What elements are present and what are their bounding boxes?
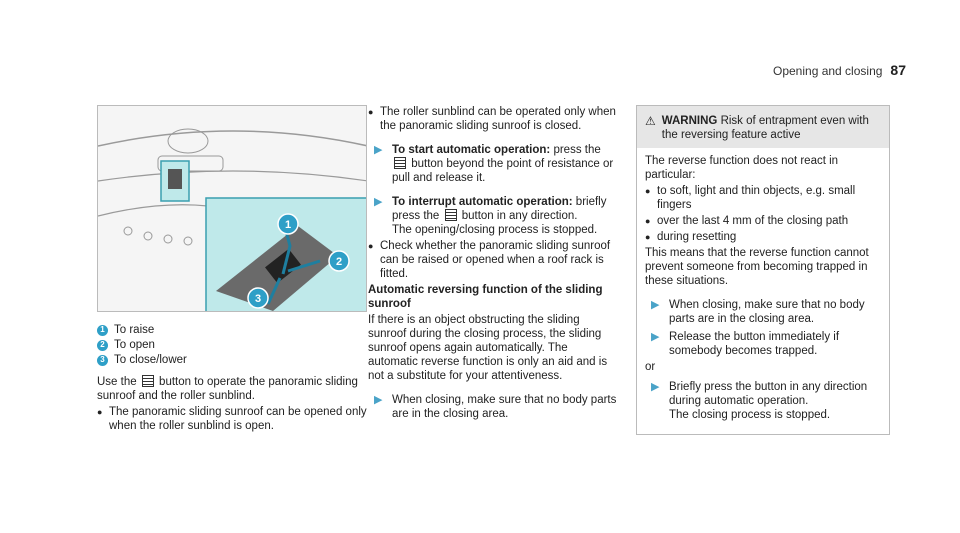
step-start-automatic: [368, 143, 618, 185]
warning-body: [637, 148, 889, 434]
callout-number: 2: [97, 340, 108, 351]
caption-text: To open: [114, 339, 155, 351]
overhead-control-figure: [97, 105, 367, 312]
use-pre: Use the: [97, 376, 137, 388]
step-text: When closing, make sure that no body parts are in the closing area.: [392, 394, 617, 420]
overhead-control-illustration: [98, 106, 367, 312]
caption-text: To raise: [114, 324, 155, 336]
section-title: Opening and closing: [773, 64, 883, 78]
warning-title: Risk of entrapment even with the reversing feature active: [661, 115, 869, 141]
step-text: When closing, make sure that no body parts are in the closing area.: [669, 299, 865, 325]
bullet-item: ● over the last 4 mm of the closing path: [645, 214, 881, 228]
svg-text:3: 3: [254, 293, 262, 305]
svg-text:1: 1: [284, 219, 292, 231]
caption-text: To close/lower: [114, 354, 187, 366]
arrow-right-icon: ▶: [374, 394, 383, 406]
bullet-item: ● The panoramic sliding sunroof can be opened only when the roller sunblind is open.: [97, 405, 367, 433]
arrow-right-icon: ▶: [374, 196, 383, 208]
step-result: The opening/closing process is stopped.: [392, 224, 598, 236]
step-pre: press the: [553, 144, 601, 156]
column-2: [368, 105, 618, 423]
arrow-right-icon: ▶: [651, 299, 660, 311]
callout-number: 3: [97, 355, 108, 366]
or-separator: or: [645, 361, 656, 373]
warning-step-1: [645, 298, 881, 326]
warning-label: WARNING: [661, 115, 718, 127]
page-header: [773, 63, 906, 78]
step-result: The closing process is stopped.: [669, 409, 831, 421]
warning-step-2: [645, 330, 881, 358]
warning-triangle-icon: ⚠: [645, 114, 656, 128]
step-post: button beyond the point of resistance or pull and release it.: [392, 158, 614, 184]
svg-text:2: 2: [335, 256, 343, 268]
step-post: button in any direction.: [461, 210, 578, 222]
bullet-item: ● to soft, light and thin objects, e.g. small fingers: [645, 184, 881, 212]
bullet-item: ● during resetting: [645, 230, 881, 244]
use-instruction: [97, 375, 367, 403]
roof-button-icon: [394, 157, 406, 169]
warning-intro: The reverse function does not react in particular:: [645, 155, 839, 181]
arrow-right-icon: ▶: [374, 144, 383, 156]
step-pre: briefly press the: [392, 196, 607, 222]
caption-2: [97, 338, 367, 352]
roof-button-icon: [142, 375, 154, 387]
step-label: To interrupt automatic operation:: [392, 196, 573, 208]
warning-heading-text: [662, 114, 881, 142]
column-1: [97, 105, 367, 435]
warning-box: [636, 105, 890, 435]
step-closing-check: [368, 393, 618, 421]
bullet-item: ● The roller sunblind can be operated only when the panoramic sliding sunroof is closed.: [368, 105, 618, 133]
warning-step-3: [645, 380, 881, 422]
arrow-right-icon: ▶: [651, 331, 660, 343]
roof-button-icon: [445, 209, 457, 221]
callout-number: 1: [97, 325, 108, 336]
step-label: To start automatic operation:: [392, 144, 551, 156]
bullet-item: ● Check whether the panoramic sliding sunroof can be raised or opened when a roof rack is fitted.: [368, 239, 618, 281]
body-paragraph: If there is an object obstructing the sliding sunroof during the closing process, the sliding sunroof opens again automatically. The automatic reverse function is only an aid and is not a substitute for your attentiveness.: [368, 314, 608, 382]
warning-paragraph: This means that the reverse function cannot prevent someone from becoming trapped in these situations.: [645, 247, 869, 287]
section-heading: Automatic reversing function of the sliding sunroof: [368, 284, 603, 310]
caption-1: [97, 323, 367, 337]
step-interrupt-automatic: [368, 195, 618, 237]
warning-header: [637, 106, 889, 148]
caption-3: [97, 353, 367, 367]
step-text: Release the button immediately if somebody becomes trapped.: [669, 331, 840, 357]
arrow-right-icon: ▶: [651, 381, 660, 393]
use-post: button to operate the panoramic sliding sunroof and the roller sunblind.: [97, 376, 358, 402]
page-number: 87: [890, 62, 906, 78]
step-text: Briefly press the button in any direction during automatic operation.: [669, 381, 868, 407]
